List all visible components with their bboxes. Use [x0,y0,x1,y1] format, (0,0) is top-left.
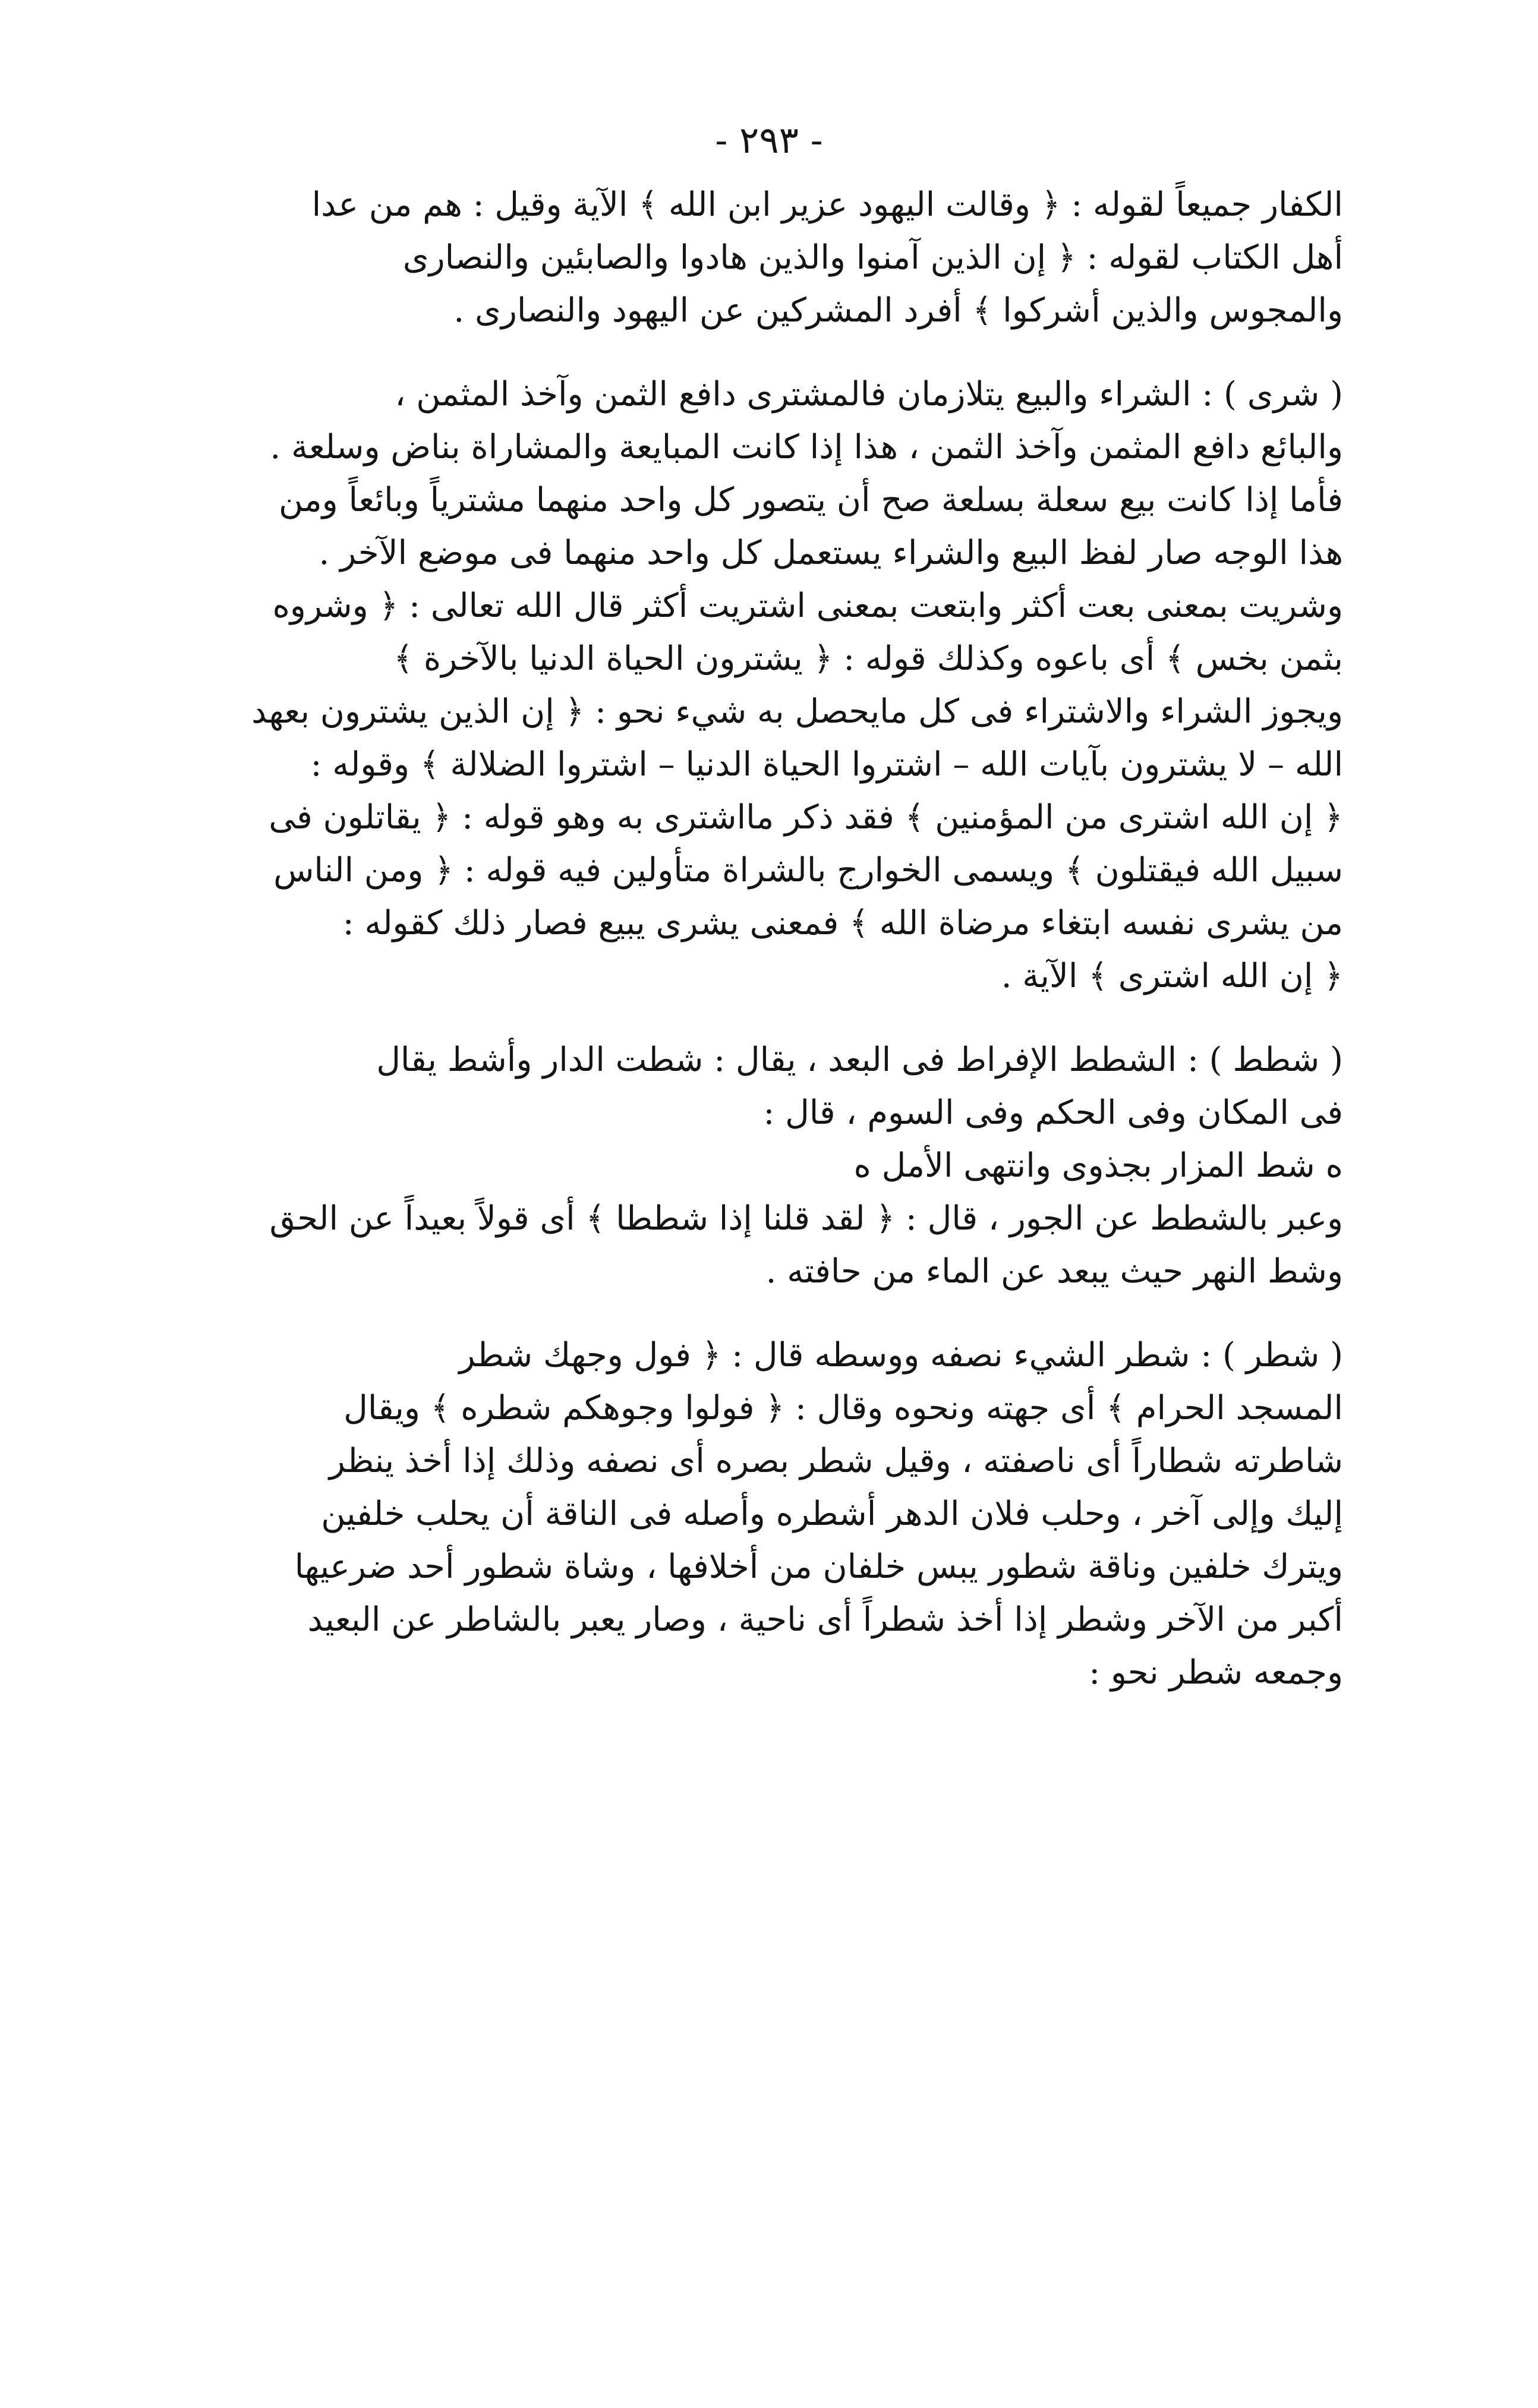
text-line: أهل الكتاب لقوله : ﴿ إن الذين آمنوا والذين هادوا والصابئين والنصارى [402,238,1343,277]
paragraph-shatr [178,1329,1343,1699]
text-line: شاطرته شطاراً أى ناصفته ، وقيل شطر بصره أى نصفه وذلك إذا أخذ ينظر [329,1442,1343,1480]
text-line: الكفار جميعاً لقوله : ﴿ وقالت اليهود عزير ابن الله ﴾ الآية وقيل : هم من عدا [311,185,1343,224]
text-line: إليك وإلى آخر ، وحلب فلان الدهر أشطره وأصله فى الناقة أن يحلب خلفين [321,1495,1343,1533]
paragraph-gap [178,337,1343,368]
paragraph-shatat [178,1033,1343,1298]
text-line: وشريت بمعنى بعت أكثر وابتعت بمعنى اشتريت أكثر قال الله تعالى : ﴿ وشروه [272,587,1343,625]
text-line: من يشرى نفسه ابتغاء مرضاة الله ﴾ فمعنى يشرى يبيع فصار ذلك كقوله : [342,904,1343,943]
text-line: أكبر من الآخر وشطر إذا أخذ شطراً أى ناحية ، وصار يعبر بالشاطر عن البعيد [307,1600,1343,1639]
text-line: بثمن بخس ﴾ أى باعوه وكذلك قوله : ﴿ يشترون الحياة الدنيا بالآخرة ﴾ [393,639,1343,678]
text-line: هذا الوجه صار لفظ البيع والشراء يستعمل كل واحد منهما فى موضع الآخر . [319,534,1343,572]
text-line: والبائع دافع المثمن وآخذ الثمن ، هذا إذا كانت المبايعة والمشاراة بناض وسلعة . [270,428,1343,467]
text-line: وشط النهر حيث يبعد عن الماء من حافته . [765,1252,1343,1291]
text-line: ( شطط ) : الشطط الإفراط فى البعد ، يقال : شطت الدار وأشط يقال [376,1041,1343,1079]
text-line: ( شطر ) : شطر الشيء نصفه ووسطه قال : ﴿ فول وجهك شطر [459,1336,1343,1375]
text-line: ويجوز الشراء والاشتراء فى كل مايحصل به شيء نحو : ﴿ إن الذين يشترون بعهد [251,692,1343,731]
paragraph-gap [178,1298,1343,1329]
text-line: وجمعه شطر نحو : [1089,1653,1343,1692]
page-number: - ٢٩٣ - [715,118,823,162]
paragraph-gap [178,1003,1343,1033]
text-line: وعبر بالشطط عن الجور ، قال : ﴿ لقد قلنا إذا شططا ﴾ أى قولاً بعيداً عن الحق [269,1199,1343,1238]
text-line: فى المكان وفى الحكم وفى السوم ، قال : [763,1093,1343,1132]
paragraph-intro [178,178,1343,337]
text-line: ( شرى ) : الشراء والبيع يتلازمان فالمشترى دافع الثمن وآخذ المثمن ، [395,375,1343,414]
text-line: والمجوس والذين أشركوا ﴾ أفرد المشركين عن اليهود والنصارى . [453,291,1343,330]
paragraph-shara [178,368,1343,1003]
text-line: ﴿ إن الله اشترى ﴾ الآية . [1001,957,1343,995]
text-line: ويترك خلفين وناقة شطور يبس خلفان من أخلافها ، وشاة شطور أحد ضرعيها [294,1547,1343,1586]
text-line: ﴿ إن الله اشترى من المؤمنين ﴾ فقد ذكر مااشترى به وهو قوله : ﴿ يقاتلون فى [269,798,1343,837]
text-line: المسجد الحرام ﴾ أى جهته ونحوه وقال : ﴿ فولوا وجوهكم شطره ﴾ ويقال [343,1389,1343,1427]
text-line: سبيل الله فيقتلون ﴾ ويسمى الخوارج بالشراة متأولين فيه قوله : ﴿ ومن الناس [273,851,1343,890]
poetry-verse: ه شط المزار بجذوى وانتهى الأمل ه [853,1146,1343,1185]
text-body [178,178,1343,1699]
text-line: فأما إذا كانت بيع سعلة بسلعة صح أن يتصور كل واحد منهما مشترياً وبائعاً ومن [278,481,1343,519]
text-line: الله – لا يشترون بآيات الله – اشتروا الحياة الدنيا – اشتروا الضلالة ﴾ وقوله : [310,745,1343,784]
